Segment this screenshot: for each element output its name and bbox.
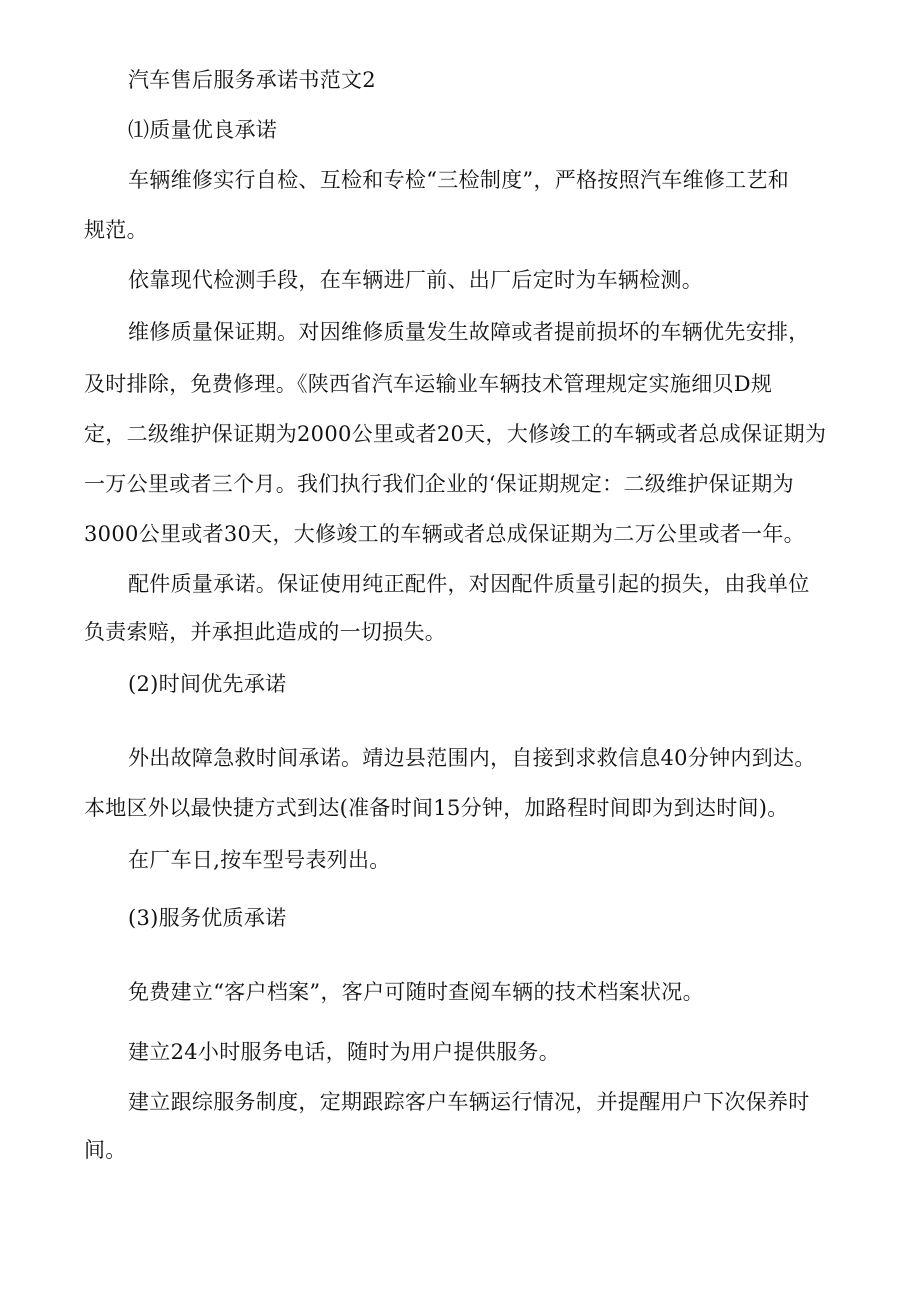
paragraph-line: 依靠现代检测手段，在车辆进厂前、出厂后定时为车辆检测。 bbox=[128, 268, 704, 292]
paragraph-line: 在厂车日,按车型号表列出。 bbox=[128, 848, 391, 872]
paragraph-line: 建立24小时服务电话，随时为用户提供服务。 bbox=[128, 1040, 561, 1064]
paragraph-line: 间。 bbox=[84, 1138, 127, 1162]
section-heading-quality: ⑴质量优良承诺 bbox=[128, 118, 278, 142]
paragraph-line: 车辆维修实行自检、互检和专检“三检制度”，严格按照汽车维修工艺和 bbox=[128, 168, 790, 192]
paragraph-line: 定，二级维护保证期为2000公里或者20天，大修竣工的车辆或者总成保证期为 bbox=[84, 422, 827, 446]
paragraph-line: 规范。 bbox=[84, 218, 148, 242]
paragraph-line: 及时排除，免费修理。《陕西省汽车运输业车辆技术管理规定实施细贝D规 bbox=[84, 372, 773, 396]
paragraph-line: 免费建立“客户档案”，客户可随时查阅车辆的技术档案状况。 bbox=[128, 980, 704, 1004]
section-heading-service: (3)服务优质承诺 bbox=[128, 906, 287, 930]
paragraph-line: 维修质量保证期。对因维修质量发生故障或者提前损坏的车辆优先安排， bbox=[128, 320, 810, 344]
paragraph-line: 一万公里或者三个月。我们执行我们企业的‘保证期规定：二级维护保证期为 bbox=[84, 472, 794, 496]
document-title: 汽车售后服务承诺书范文2 bbox=[128, 68, 376, 92]
paragraph-line: 配件质量承诺。保证使用纯正配件，对因配件质量引起的损失，由我单位 bbox=[128, 572, 810, 596]
section-heading-time: (2)时间优先承诺 bbox=[128, 672, 287, 696]
paragraph-line: 负责索赔，并承担此造成的一切损失。 bbox=[84, 620, 447, 644]
paragraph-line: 3000公里或者30天，大修竣工的车辆或者总成保证期为二万公里或者一年。 bbox=[84, 522, 805, 546]
paragraph-line: 建立跟综服务制度，定期跟踪客户车辆运行情况，并提醒用户下次保养时 bbox=[128, 1090, 810, 1114]
paragraph-line: 本地区外以最快捷方式到达(准备时间15分钟，加路程时间即为到达时间)。 bbox=[84, 796, 789, 820]
paragraph-line: 外出故障急救时间承诺。靖边县范围内，自接到求救信息40分钟内到达。 bbox=[128, 746, 816, 770]
